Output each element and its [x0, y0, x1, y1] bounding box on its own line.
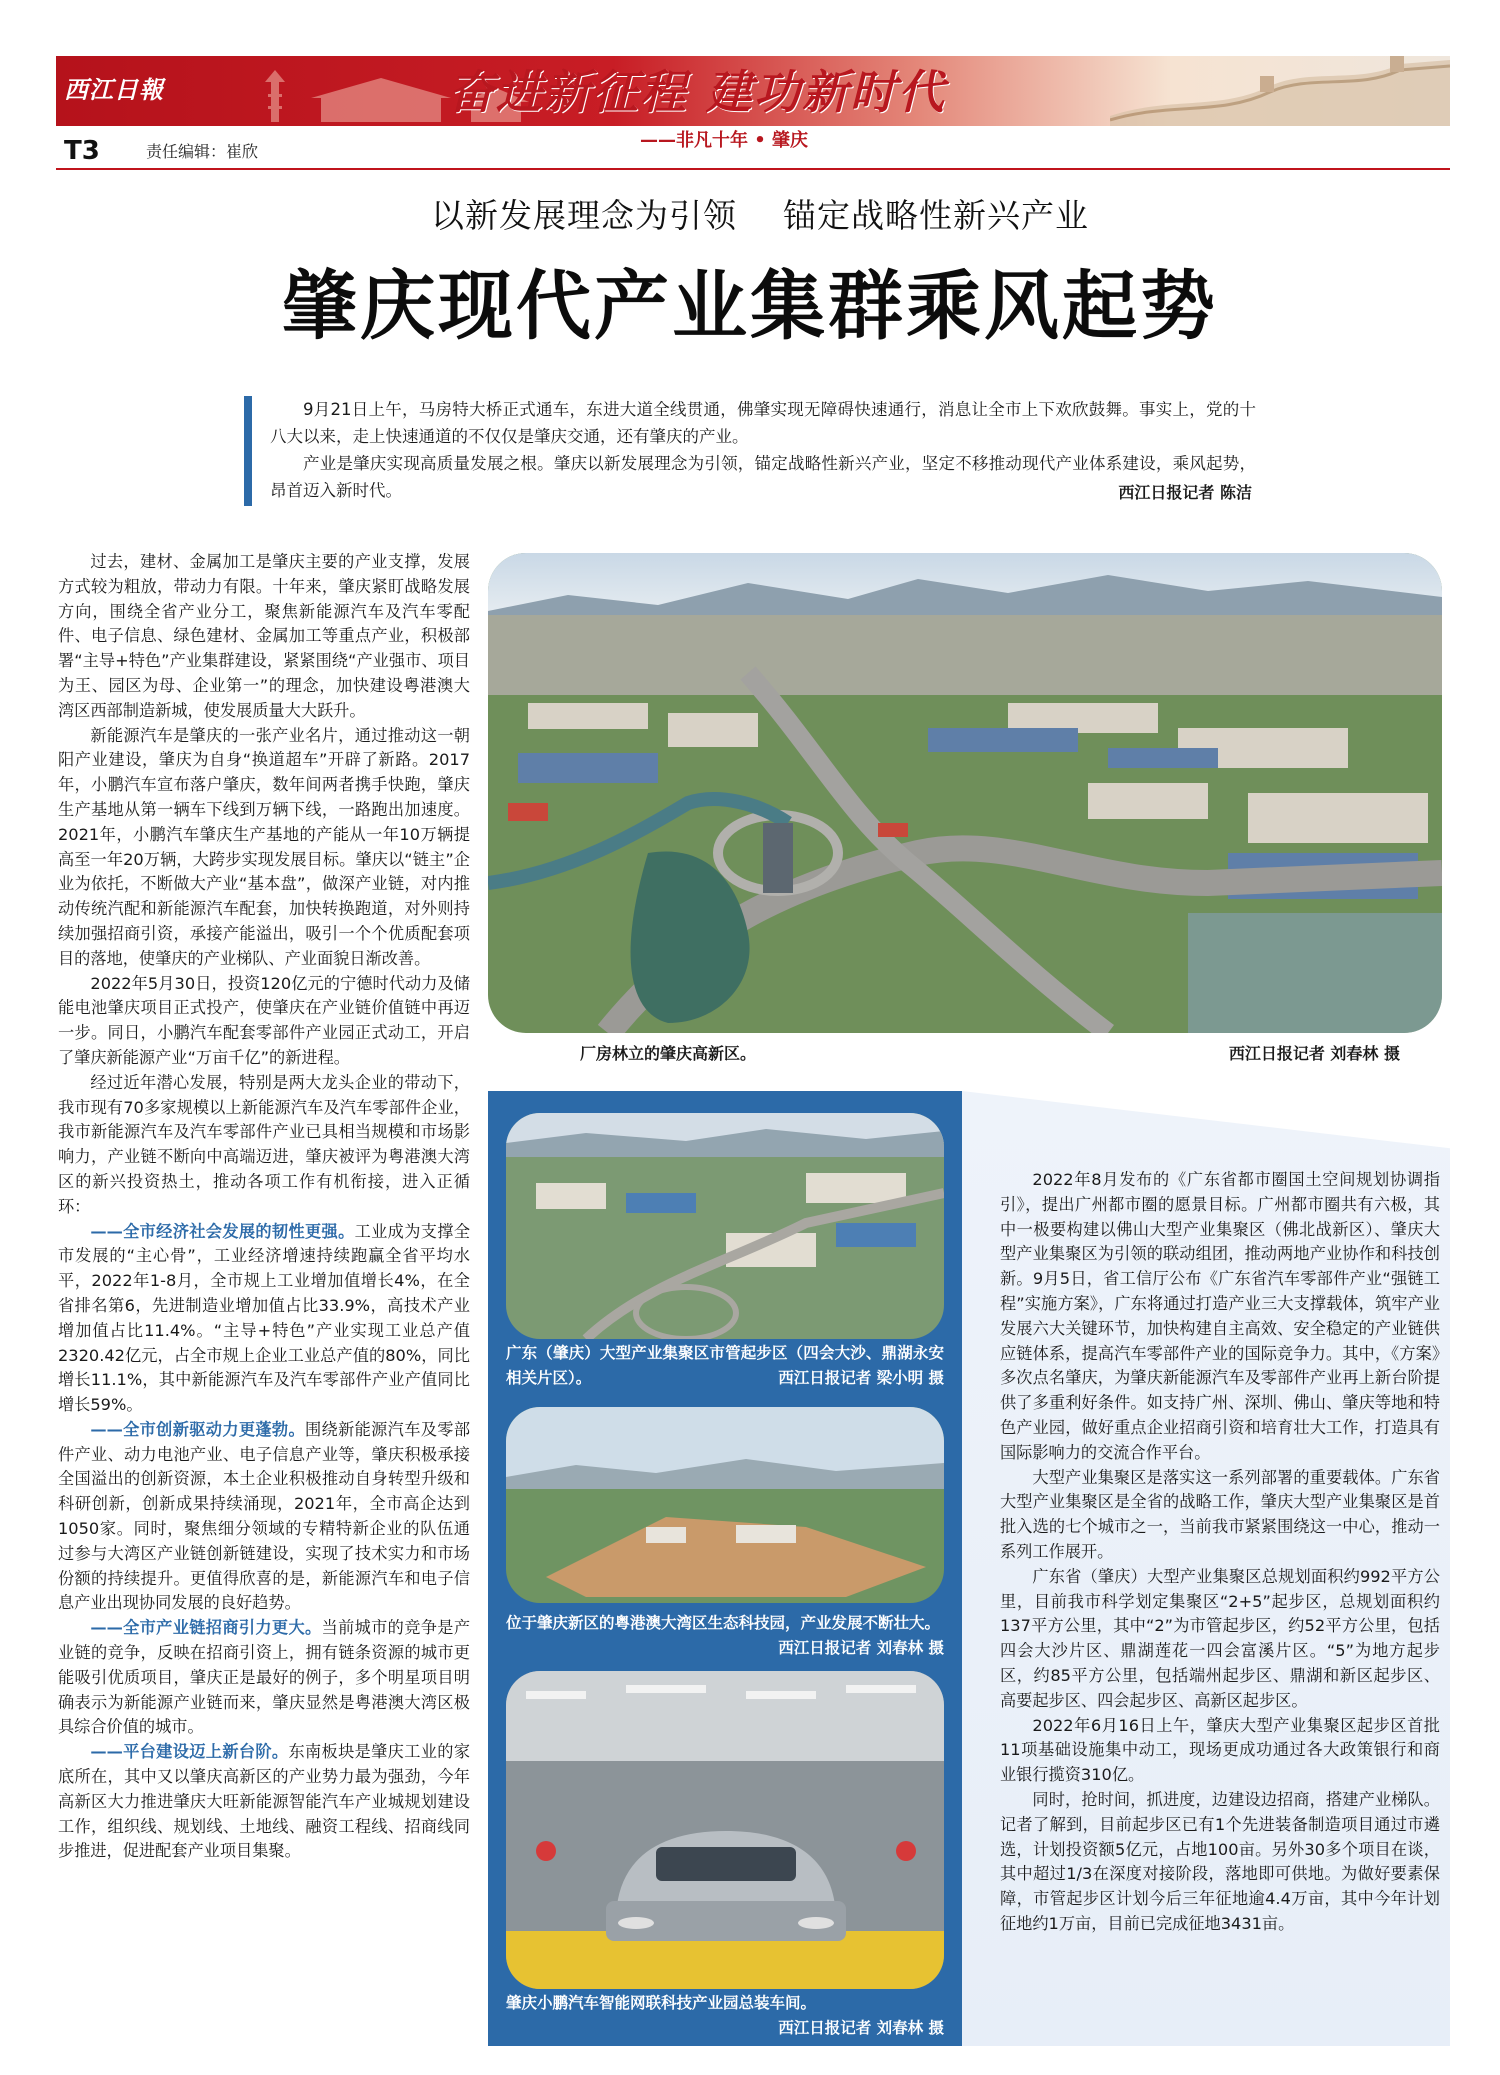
highlight-text: 东南板块是肇庆工业的家底所在，其中又以肇庆高新区的产业势力最为强劲，今年高新区大力推进肇庆大旺新能源智能汽车产业城规划建设工作，组织线、规划线、土地线、融资工程线、招商线同步推进，促进配套产业项目集聚。	[58, 1742, 470, 1861]
photo-credit: 西江日报记者 梁小明 摄	[778, 1369, 944, 1387]
body-paragraph: 2022年5月30日，投资120亿元的宁德时代动力及储能电池肇庆项目正式投产，使肇庆在产业链价值链中再迈一步。同日，小鹏汽车配套零部件产业园正式动工，开启了肇庆新能源产业“万亩千亿”的新进程。	[58, 973, 470, 1067]
slogan: 奋进新征程 建功新时代	[448, 65, 947, 119]
main-headline: 肇庆现代产业集群乘风起势	[281, 262, 1218, 350]
photo-start-zone	[506, 1113, 944, 1339]
lead-byline: 西江日报记者 陈洁	[1118, 483, 1252, 502]
highlight-text: 围绕新能源汽车及零部件产业、动力电池产业、电子信息产业等，肇庆积极承接全国溢出的创新资源，本土企业积极推动自身转型升级和科研创新，创新成果持续涌现，2021年，全市高企达到1050家。同时，聚焦细分领域的专精特新企业的队伍通过参与大湾区产业链创新链建设，实现了技术实力和市场份额的持续提升。更值得欣喜的是，新能源汽车和电子信息产业出现协同发展的良好趋势。	[58, 1419, 470, 1613]
highlight-point	[58, 1220, 470, 1418]
photo-caption	[506, 1611, 944, 1661]
sub-headline: 以新发展理念为引领 锚定战略性新兴产业	[431, 196, 1089, 235]
highlight-lead: ——全市经济社会发展的韧性更强。	[90, 1221, 355, 1241]
photo-eco-park	[506, 1407, 944, 1603]
highlight-lead: ——全市创新驱动力更蓬勃。	[90, 1419, 305, 1439]
paper-name-logo: 西江日報	[64, 75, 164, 104]
body-paragraph: 同时，抢时间，抓进度，边建设边招商，搭建产业梯队。记者了解到，目前起步区已有1个先进装备制造项目通过市遴选，计划投资额5亿元，占地100亩。另外30多个项目在谈，其中超过1/3在深度对接阶段，落地即可供地。为做好要素保障，市管起步区计划今后三年征地逾4.4万亩，其中今年计划征地约1万亩，目前已完成征地3431亩。	[1000, 1789, 1440, 1933]
body-paragraph: 过去，建材、金属加工是肇庆主要的产业支撑，发展方式较为粗放，带动力有限。十年来，肇庆紧盯战略发展方向，围绕全省产业分工，聚焦新能源汽车及汽车零配件、电子信息、绿色建材、金属加工等重点产业，积极部署“主导+特色”产业集群建设，紧紧围绕“产业强市、项目为王、园区为母、企业第一”的理念，加快建设粤港澳大湾区西部制造新城，使发展质量大大跃升。	[58, 552, 470, 720]
great-wall-icon	[1110, 56, 1450, 126]
highlight-point	[58, 1740, 470, 1864]
body-paragraph: 2022年6月16日上午，肇庆大型产业集聚区起步区首批11项基础设施集中动工，现场更成功通过各大政策银行和商业银行揽资310亿。	[1000, 1715, 1440, 1785]
body-paragraph: 新能源汽车是肇庆的一张产业名片，通过推动这一朝阳产业建设，肇庆为自身“换道超车”开辟了新路。2017年，小鹏汽车宣布落户肇庆，数年间两者携手快跑，肇庆生产基地从第一辆车下线到万辆下线，一路跑出加速度。2021年，小鹏汽车肇庆生产基地的产能从一年10万辆提高至一年20万辆，大跨步实现发展目标。肇庆以“链主”企业为依托，不断做大产业“基本盘”，做深产业链，对内推动传统汽配和新能源汽车配套，加快转换跑道，对外则持续加强招商引资，承接产能溢出，吸引一个个优质配套项目的落地，使肇庆的产业梯队、产业面貌日渐改善。	[58, 725, 470, 968]
responsible-editor: 责任编辑：崔欣	[146, 142, 259, 161]
lead-box	[244, 396, 1256, 506]
lead-paragraph: 9月21日上午，马房特大桥正式通车，东进大道全线贯通，佛肇实现无障碍快速通行，消息让全市上下欢欣鼓舞。事实上，党的十八大以来，走上快速通道的不仅仅是肇庆交通，还有肇庆的产业。	[270, 400, 1256, 446]
left-column	[58, 550, 470, 2042]
photo-caption	[506, 1341, 944, 1391]
body-paragraph: 2022年8月发布的《广东省都市圈国土空间规划协调指引》，提出广州都市圈的愿景目标。广州都市圈共有六极，其中一极要构建以佛山大型产业集聚区（佛北战新区）、肇庆大型产业集聚区为引领的联动组团，推动两地产业协作和科技创新。9月5日，省工信厅公布《广东省汽车零部件产业“强链工程”实施方案》，广东将通过打造产业三大支撑载体，筑牢产业发展六大关键环节，加快构建自主高效、安全稳定的产业链供应链体系，提高汽车零部件产业的国际竞争力。其中，《方案》多次点名肇庆，为肇庆新能源汽车及零部件产业再上新台阶提供了多重利好条件。如支持广州、深圳、佛山、肇庆等地和特色产业园，做好重点企业招商引资和培育壮大工作，打造具有国际影响力的交流合作平台。	[1000, 1170, 1440, 1462]
photo-caption	[506, 1991, 944, 2041]
lead-paragraph: 产业是肇庆实现高质量发展之根。肇庆以新发展理念为引领，锚定战略性新兴产业，坚定不移推动现代产业体系建设，乘风起势，昂首迈入新时代。	[270, 454, 1256, 500]
photo-assembly-workshop	[506, 1671, 944, 1989]
sub-slogan: ——非凡十年 • 肇庆	[640, 130, 809, 151]
highlight-lead: ——全市产业链招商引力更大。	[90, 1618, 322, 1638]
right-column	[1000, 1168, 1440, 2040]
caption-text: 肇庆小鹏汽车智能网联科技产业园总装车间。	[506, 1994, 817, 2012]
caption-text: 位于肇庆新区的粤港澳大湾区生态科技园，产业发展不断壮大。	[506, 1614, 941, 1632]
body-paragraph: 大型产业集聚区是落实这一系列部署的重要载体。广东省大型产业集聚区是全省的战略工作，肇庆大型产业集聚区是首批入选的七个城市之一，当前我市紧紧围绕这一中心，推动一系列工作展开。	[1000, 1467, 1440, 1561]
caption-text: 广东（肇庆）大型产业集聚区市管起步区（四会大沙、鼎湖永安相关片区）。	[506, 1344, 944, 1387]
photo-credit: 西江日报记者 刘春林 摄	[778, 1639, 944, 1657]
photo-panel	[488, 1091, 962, 2046]
highlight-point	[58, 1616, 470, 1740]
aerial-photo-hi-tech-zone	[488, 553, 1442, 1033]
body-paragraph: 经过近年潜心发展，特别是两大龙头企业的带动下，我市现有70多家规模以上新能源汽车及汽车零部件企业，我市新能源汽车及汽车零部件产业已具相当规模和市场影响力，产业链不断向中高端迈进，肇庆被评为粤港澳大湾区的新兴投资热土，推动各项工作有机衔接，进入正循环：	[58, 1072, 470, 1216]
photo-credit: 西江日报记者 刘春林 摄	[1228, 1044, 1400, 1063]
highlight-point	[58, 1418, 470, 1616]
photo-credit: 西江日报记者 刘春林 摄	[778, 2019, 944, 2037]
header-rule	[56, 168, 1450, 170]
highlight-text: 当前城市的竞争是产业链的竞争，反映在招商引资上，拥有链条资源的城市更能吸引优质项目，肇庆正是最好的例子，多个明星项目明确表示为新能源产业链而来，肇庆显然是粤港澳大湾区极具综合价值的城市。	[58, 1618, 470, 1737]
page-number: T3	[64, 136, 100, 166]
highlight-text: 工业成为支撑全市发展的“主心骨”，工业经济增速持续跑赢全省平均水平，2022年1-8月，全市规上工业增加值增长4%，在全省排名第6，先进制造业增加值占比33.9%，高技术产业增加值占比11.4%。“主导+特色”产业实现工业总产值2320.42亿元，占全市规上企业工业总产值的80%，同比增长11.1%，其中新能源汽车及汽车零部件产业产值同比增长59%。	[58, 1221, 470, 1415]
body-paragraph: 广东省（肇庆）大型产业集聚区总规划面积约992平方公里，目前我市科学划定集聚区“2+5”起步区，总规划面积约137平方公里，其中“2”为市管起步区，约52平方公里，包括四会大沙片区、鼎湖莲花一四会富溪片区。“5”为地方起步区，约85平方公里，包括端州起步区、鼎湖和新区起步区、高要起步区、四会起步区、高新区起步区。	[1000, 1566, 1440, 1710]
highlight-lead: ——平台建设迈上新台阶。	[90, 1742, 289, 1762]
main-photo-caption	[580, 1040, 1400, 1068]
caption-text: 厂房林立的肇庆高新区。	[580, 1044, 757, 1063]
